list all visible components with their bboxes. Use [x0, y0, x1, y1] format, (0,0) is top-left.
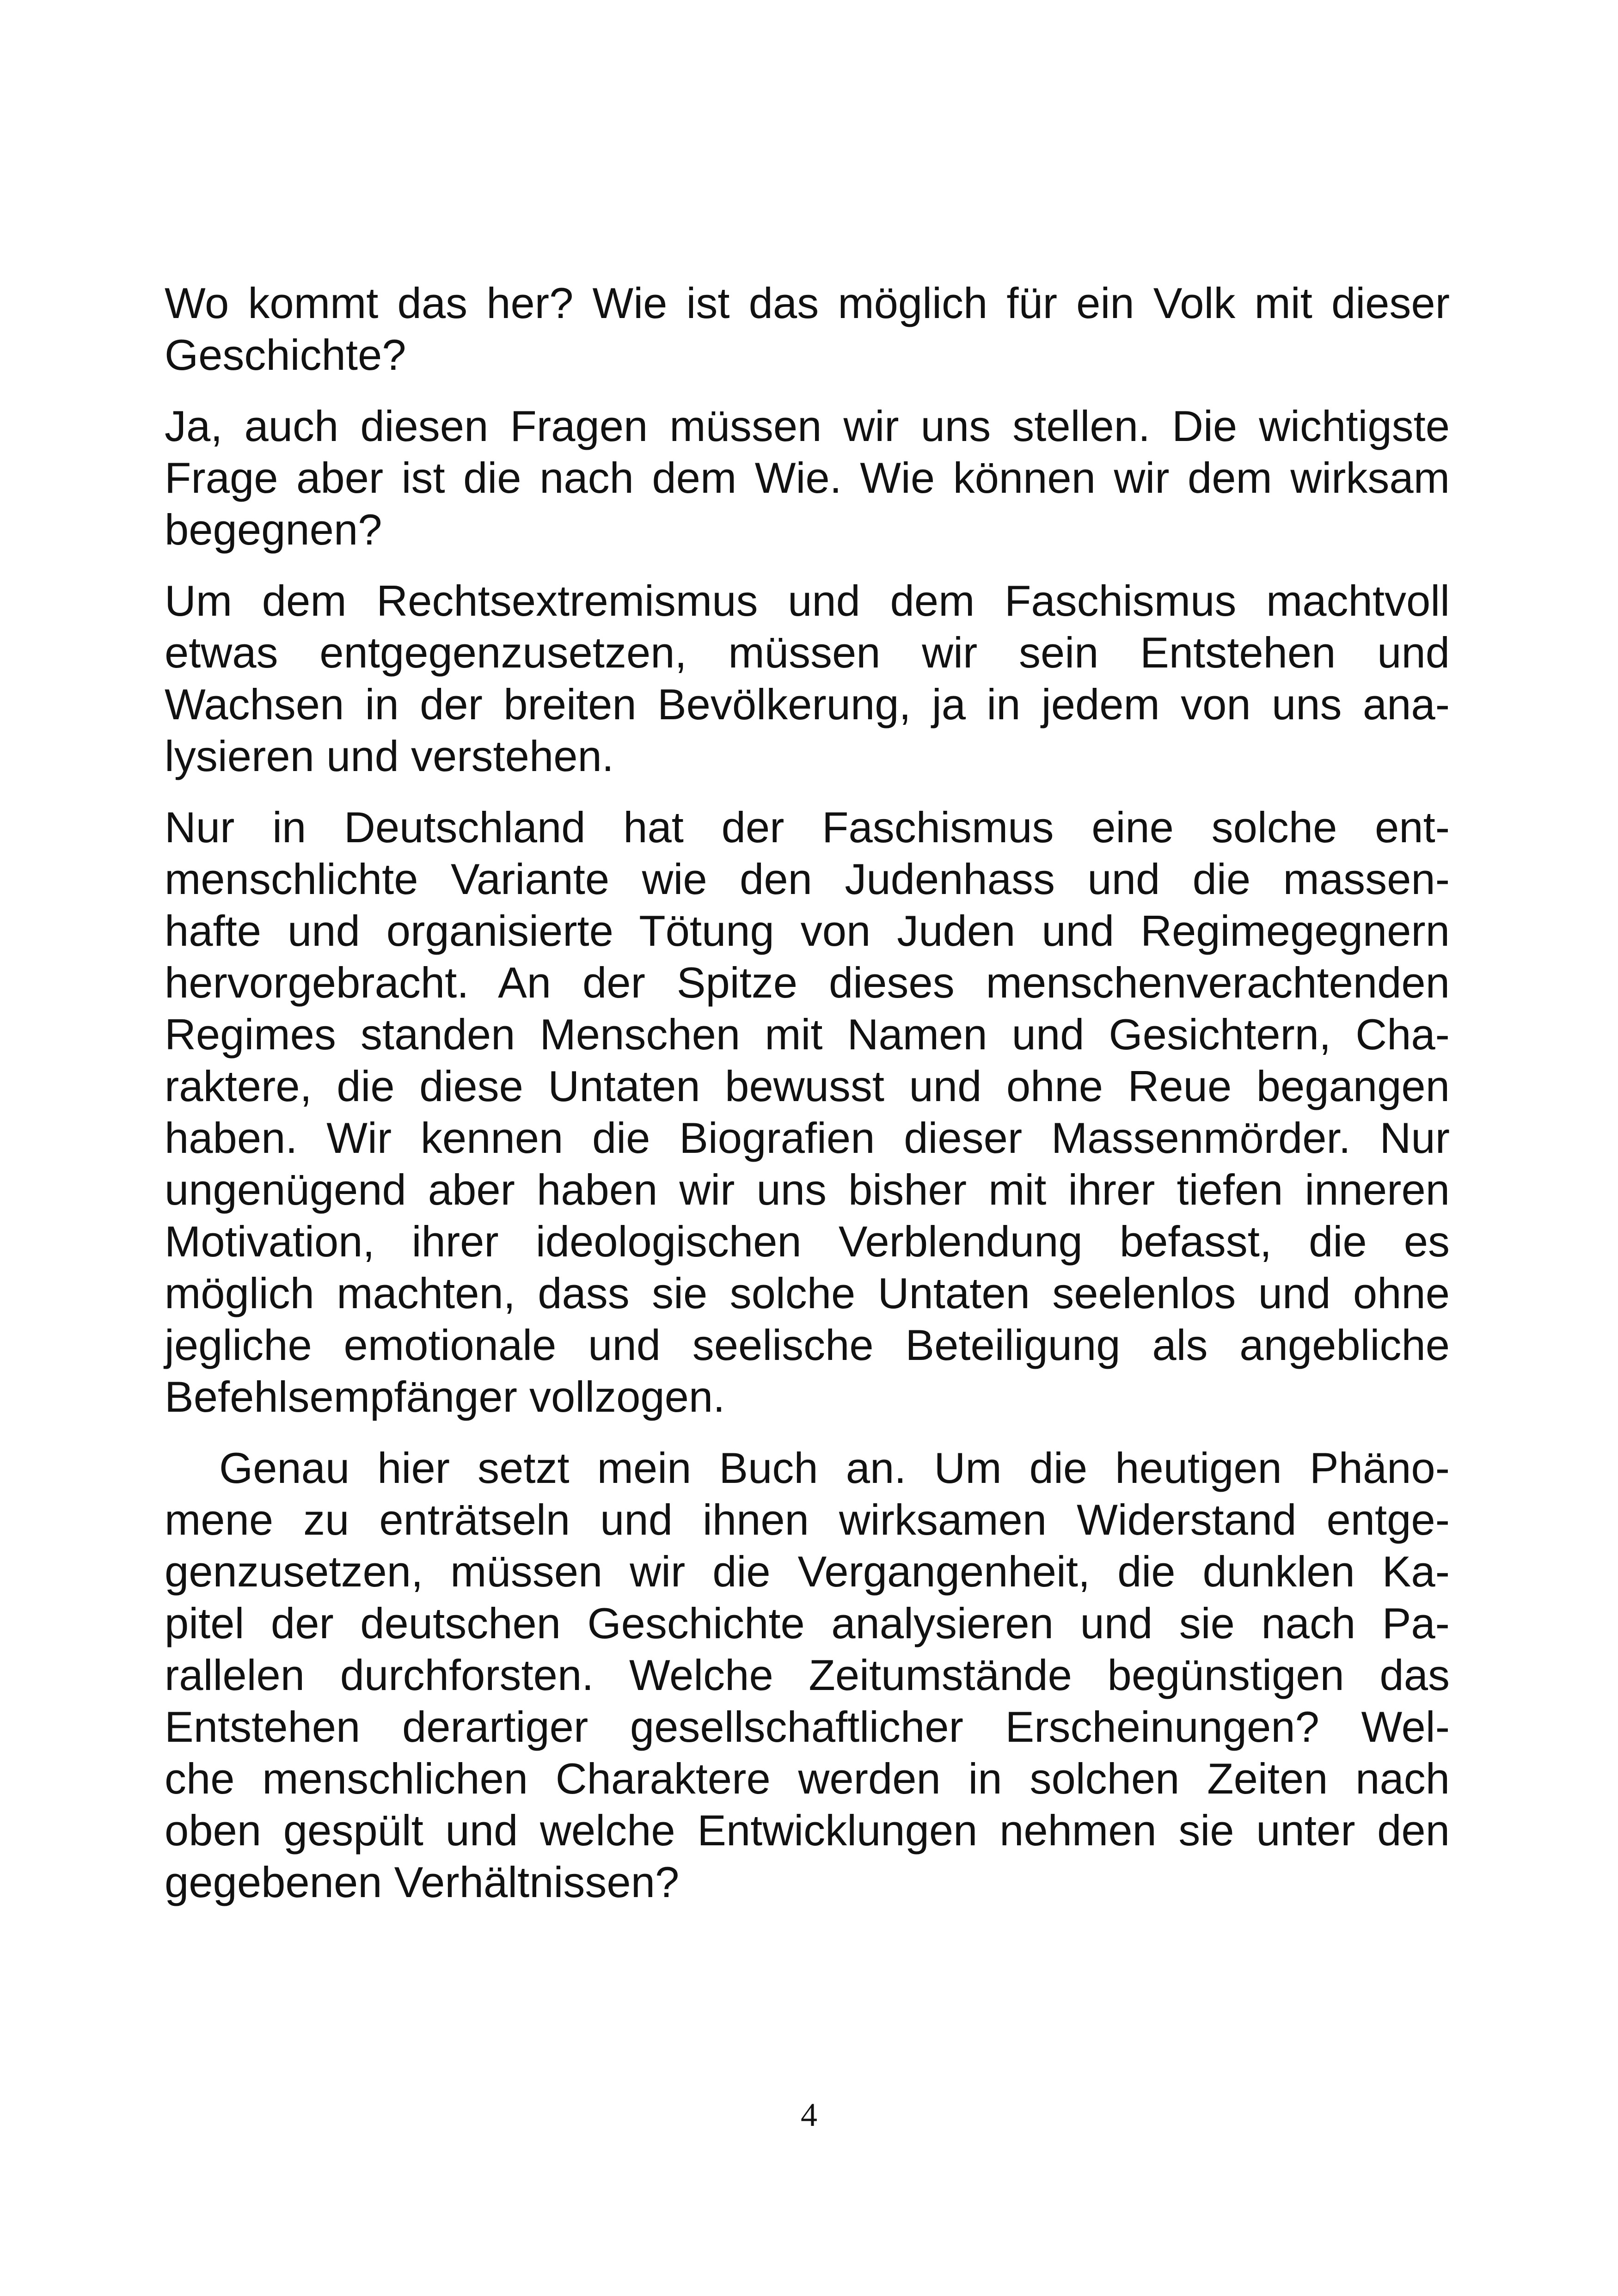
text-line: möglich machten, dass sie solche Untaten seelenlos und ohne [165, 1269, 1450, 1317]
text-line: gegebenen Verhältnissen? [165, 1858, 680, 1906]
text-line: jegliche emotionale und seelische Beteiligung als angebliche [165, 1321, 1450, 1369]
text-line: Wo kommt das her? Wie ist das möglich für ein Volk mit dieser [165, 279, 1450, 327]
text-line: Frage aber ist die nach dem Wie. Wie können wir dem wirksam [165, 453, 1450, 502]
text-line: raktere, die diese Untaten bewusst und ohne Reue begangen [165, 1062, 1450, 1110]
text-line: che menschlichen Charaktere werden in solchen Zeiten nach [165, 1754, 1450, 1803]
text-line: etwas entgegenzusetzen, müssen wir sein Entstehen und [165, 628, 1450, 677]
body-text [165, 277, 1450, 1928]
text-line: Nur in Deutschland hat der Faschismus eine solche ent- [165, 803, 1450, 851]
text-line: hervorgebracht. An der Spitze dieses menschenverachtenden [165, 958, 1450, 1007]
text-line: haben. Wir kennen die Biografien dieser Massenmörder. Nur [165, 1114, 1450, 1162]
paragraph-1 [165, 277, 1450, 381]
text-line: Ja, auch diesen Fragen müssen wir uns stellen. Die wichtigste [165, 402, 1450, 450]
text-line: lysieren und verstehen. [165, 732, 614, 780]
text-line: Geschichte? [165, 331, 406, 379]
text-line: Wachsen in der breiten Bevölkerung, ja in jedem von uns ana- [165, 680, 1450, 729]
text-line: begegnen? [165, 505, 382, 554]
paragraph-3 [165, 575, 1450, 782]
text-line: Entstehen derartiger gesellschaftlicher Erscheinungen? Wel- [165, 1702, 1450, 1751]
text-line: Motivation, ihrer ideologischen Verblendung befasst, die es [165, 1217, 1450, 1266]
text-line: Genau hier setzt mein Buch an. Um die heutigen Phäno- [219, 1444, 1450, 1492]
text-line: pitel der deutschen Geschichte analysieren und sie nach Pa- [165, 1599, 1450, 1647]
text-line: Befehlsempfänger vollzogen. [165, 1372, 725, 1421]
paragraph-5 [165, 1442, 1450, 1908]
text-line: genzusetzen, müssen wir die Vergangenheit, die dunklen Ka- [165, 1547, 1450, 1596]
paragraph-4 [165, 802, 1450, 1423]
text-line: rallelen durchforsten. Welche Zeitumstände begünstigen das [165, 1651, 1450, 1699]
text-line: Regimes standen Menschen mit Namen und Gesichtern, Cha- [165, 1010, 1450, 1059]
text-line: mene zu enträtseln und ihnen wirksamen Widerstand entge- [165, 1495, 1450, 1544]
text-line: menschlichte Variante wie den Judenhass und die massen- [165, 855, 1450, 903]
text-line: hafte und organisierte Tötung von Juden und Regimegegnern [165, 906, 1450, 955]
paragraph-2 [165, 400, 1450, 556]
text-line: oben gespült und welche Entwicklungen nehmen sie unter den [165, 1806, 1450, 1855]
text-line: ungenügend aber haben wir uns bisher mit ihrer tiefen inneren [165, 1165, 1450, 1214]
page-number: 4 [801, 2096, 817, 2133]
text-line: Um dem Rechtsextremismus und dem Faschismus machtvoll [165, 576, 1450, 625]
